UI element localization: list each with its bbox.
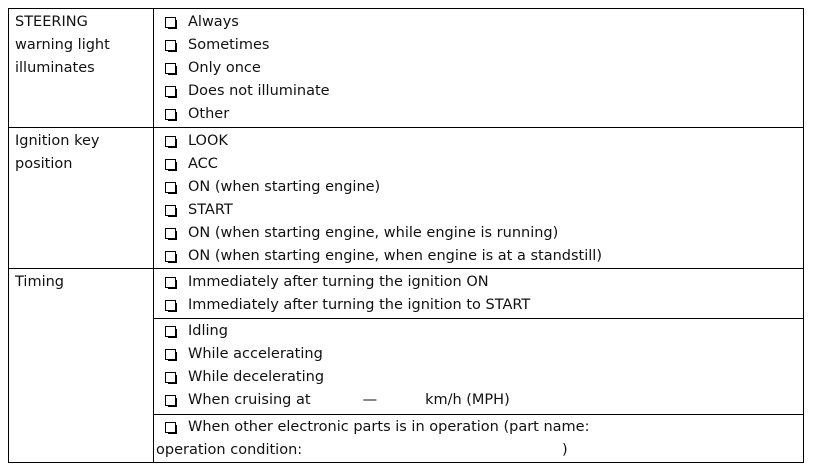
option-cruising[interactable]: When cruising at — km/h (MPH) <box>160 389 510 412</box>
checkbox-icon[interactable] <box>165 17 176 28</box>
option-accelerating[interactable]: While accelerating <box>160 343 323 366</box>
table-border-top <box>8 8 804 9</box>
option-on-standstill[interactable]: ON (when starting engine, when engine is at a standstill) <box>160 245 602 268</box>
checkbox-icon[interactable] <box>165 228 176 239</box>
column-divider <box>153 8 154 463</box>
option-decelerating[interactable]: While decelerating <box>160 366 324 389</box>
option-after-ignition-start[interactable]: Immediately after turning the ignition to START <box>160 294 530 317</box>
timing-label: Timing <box>15 274 64 290</box>
row-divider <box>8 268 804 269</box>
checkbox-icon[interactable] <box>165 205 176 216</box>
checkbox-icon[interactable] <box>165 395 176 406</box>
diagnosis-table <box>8 8 804 463</box>
option-sometimes[interactable]: Sometimes <box>160 34 269 57</box>
row-divider <box>8 127 804 128</box>
checkbox-icon[interactable] <box>165 63 176 74</box>
checkbox-icon[interactable] <box>165 326 176 337</box>
checkbox-icon[interactable] <box>165 422 176 433</box>
subgroup-divider <box>153 414 804 415</box>
subgroup-divider <box>153 318 804 319</box>
option-idling[interactable]: Idling <box>160 320 228 343</box>
steering-label: STEERING warning light illuminates <box>15 14 110 76</box>
option-after-ignition-on[interactable]: Immediately after turning the ignition ON <box>160 271 489 294</box>
operation-condition-line: operation condition: <box>156 442 303 458</box>
checkbox-icon[interactable] <box>165 109 176 120</box>
speed-range-dash: — <box>362 392 378 408</box>
ignition-label: Ignition key position <box>15 133 100 172</box>
option-other[interactable]: Other <box>160 103 229 126</box>
checkbox-icon[interactable] <box>165 251 176 262</box>
checkbox-icon[interactable] <box>165 300 176 311</box>
checkbox-icon[interactable] <box>165 136 176 147</box>
table-border-bottom <box>8 462 804 463</box>
option-start[interactable]: START <box>160 199 233 222</box>
option-always[interactable]: Always <box>160 11 239 34</box>
speed-unit: km/h (MPH) <box>425 392 510 408</box>
option-on-starting[interactable]: ON (when starting engine) <box>160 176 380 199</box>
table-border-right <box>803 8 804 463</box>
option-other-electronic-parts[interactable]: When other electronic parts is in operation (part name: <box>160 416 589 439</box>
checkbox-icon[interactable] <box>165 277 176 288</box>
checkbox-icon[interactable] <box>165 182 176 193</box>
closing-paren: ) <box>562 442 568 458</box>
checkbox-icon[interactable] <box>165 86 176 97</box>
checkbox-icon[interactable] <box>165 40 176 51</box>
option-does-not-illuminate[interactable]: Does not illuminate <box>160 80 330 103</box>
option-acc[interactable]: ACC <box>160 153 218 176</box>
checkbox-icon[interactable] <box>165 349 176 360</box>
option-on-running[interactable]: ON (when starting engine, while engine is running) <box>160 222 558 245</box>
option-only-once[interactable]: Only once <box>160 57 261 80</box>
checkbox-icon[interactable] <box>165 159 176 170</box>
option-look[interactable]: LOOK <box>160 130 228 153</box>
checkbox-icon[interactable] <box>165 372 176 383</box>
table-border-left <box>8 8 9 463</box>
